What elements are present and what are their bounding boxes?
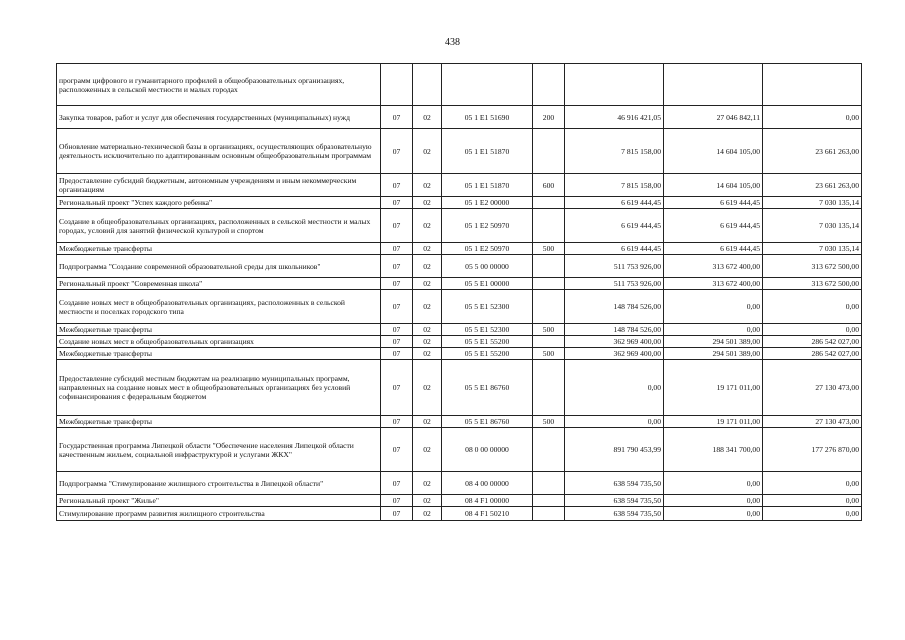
cell-amount-3: 313 672 500,00 [763, 278, 862, 290]
cell-razdel: 07 [381, 507, 413, 521]
cell-amount-2 [664, 64, 763, 106]
cell-amount-2: 313 672 400,00 [664, 278, 763, 290]
cell-name: Предоставление субсидий местным бюджетам на реализацию муниципальных программ, направленных на создание новых мест в общеобразовательных организациях без условий софинансирования с федеральным бюджетом [57, 360, 381, 416]
cell-amount-1: 638 594 735,50 [565, 472, 664, 495]
cell-amount-1: 511 753 926,00 [565, 255, 664, 278]
cell-podrazdel: 02 [413, 129, 442, 174]
cell-amount-3: 0,00 [763, 472, 862, 495]
cell-amount-1: 891 790 453,99 [565, 428, 664, 472]
cell-razdel: 07 [381, 243, 413, 255]
cell-amount-3: 313 672 500,00 [763, 255, 862, 278]
table-row [57, 106, 862, 129]
cell-razdel: 07 [381, 197, 413, 209]
cell-expense-type: 600 [533, 174, 565, 197]
page-number: 438 [445, 37, 460, 48]
cell-expense-type [533, 428, 565, 472]
cell-podrazdel: 02 [413, 243, 442, 255]
cell-target-article: 05 1 E1 51690 [442, 106, 533, 129]
cell-podrazdel: 02 [413, 255, 442, 278]
cell-name: Подпрограмма "Создание современной образовательной среды для школьников" [57, 255, 381, 278]
cell-amount-3: 27 130 473,00 [763, 416, 862, 428]
cell-podrazdel: 02 [413, 348, 442, 360]
cell-amount-2: 188 341 700,00 [664, 428, 763, 472]
cell-amount-2: 0,00 [664, 495, 763, 507]
cell-amount-2: 14 604 105,00 [664, 129, 763, 174]
cell-target-article: 05 5 00 00000 [442, 255, 533, 278]
cell-podrazdel: 02 [413, 472, 442, 495]
cell-name: Создание новых мест в общеобразовательных организациях, расположенных в сельской местности и поселках городского типа [57, 290, 381, 324]
cell-amount-1: 46 916 421,05 [565, 106, 664, 129]
cell-name: Создание новых мест в общеобразовательных организациях [57, 336, 381, 348]
cell-amount-3: 7 030 135,14 [763, 243, 862, 255]
cell-amount-3: 0,00 [763, 507, 862, 521]
cell-amount-2: 294 501 389,00 [664, 336, 763, 348]
cell-amount-2: 14 604 105,00 [664, 174, 763, 197]
table-row [57, 348, 862, 360]
cell-podrazdel: 02 [413, 507, 442, 521]
cell-expense-type: 200 [533, 106, 565, 129]
cell-amount-1: 511 753 926,00 [565, 278, 664, 290]
cell-razdel: 07 [381, 336, 413, 348]
cell-amount-2: 6 619 444,45 [664, 209, 763, 243]
cell-amount-3: 0,00 [763, 495, 862, 507]
cell-name: Межбюджетные трансферты [57, 348, 381, 360]
cell-amount-1: 638 594 735,50 [565, 507, 664, 521]
cell-expense-type: 500 [533, 243, 565, 255]
cell-name: Стимулирование программ развития жилищного строительства [57, 507, 381, 521]
table-row [57, 255, 862, 278]
cell-podrazdel: 02 [413, 278, 442, 290]
cell-amount-3: 7 030 135,14 [763, 197, 862, 209]
cell-razdel: 07 [381, 495, 413, 507]
table-row [57, 174, 862, 197]
cell-amount-1: 6 619 444,45 [565, 197, 664, 209]
budget-table [56, 63, 862, 521]
cell-expense-type [533, 278, 565, 290]
cell-expense-type: 500 [533, 416, 565, 428]
cell-name: Подпрограмма "Стимулирование жилищного строительства в Липецкой области" [57, 472, 381, 495]
cell-podrazdel [413, 64, 442, 106]
cell-razdel: 07 [381, 174, 413, 197]
cell-target-article: 05 1 E2 50970 [442, 209, 533, 243]
cell-amount-3: 286 542 027,00 [763, 336, 862, 348]
cell-target-article: 05 5 E1 55200 [442, 348, 533, 360]
cell-name: Межбюджетные трансферты [57, 243, 381, 255]
cell-razdel: 07 [381, 416, 413, 428]
cell-name: Государственная программа Липецкой области "Обеспечение населения Липецкой области качественным жильем, социальной инфраструктурой и услугами ЖКХ" [57, 428, 381, 472]
table-row [57, 495, 862, 507]
table-row [57, 507, 862, 521]
cell-expense-type [533, 507, 565, 521]
cell-amount-1: 0,00 [565, 360, 664, 416]
table-row [57, 129, 862, 174]
cell-amount-1: 362 969 400,00 [565, 336, 664, 348]
cell-amount-2: 313 672 400,00 [664, 255, 763, 278]
cell-razdel [381, 64, 413, 106]
cell-expense-type [533, 255, 565, 278]
cell-amount-1 [565, 64, 664, 106]
cell-amount-1: 7 815 158,00 [565, 129, 664, 174]
cell-podrazdel: 02 [413, 360, 442, 416]
cell-razdel: 07 [381, 360, 413, 416]
cell-target-article: 05 1 E1 51870 [442, 174, 533, 197]
cell-razdel: 07 [381, 348, 413, 360]
cell-name: Региональный проект "Жилье" [57, 495, 381, 507]
cell-name: Закупка товаров, работ и услуг для обеспечения государственных (муниципальных) нужд [57, 106, 381, 129]
cell-amount-2: 0,00 [664, 290, 763, 324]
cell-target-article: 05 5 E1 52300 [442, 324, 533, 336]
cell-razdel: 07 [381, 278, 413, 290]
cell-amount-3: 0,00 [763, 290, 862, 324]
cell-podrazdel: 02 [413, 495, 442, 507]
cell-expense-type [533, 209, 565, 243]
cell-target-article: 05 5 E1 00000 [442, 278, 533, 290]
cell-amount-2: 294 501 389,00 [664, 348, 763, 360]
table-row [57, 209, 862, 243]
cell-podrazdel: 02 [413, 324, 442, 336]
cell-podrazdel: 02 [413, 428, 442, 472]
cell-razdel: 07 [381, 255, 413, 278]
table-row [57, 472, 862, 495]
cell-expense-type: 500 [533, 324, 565, 336]
cell-amount-1: 148 784 526,00 [565, 290, 664, 324]
table-row [57, 243, 862, 255]
cell-razdel: 07 [381, 129, 413, 174]
cell-expense-type [533, 336, 565, 348]
cell-amount-1: 0,00 [565, 416, 664, 428]
cell-amount-3: 0,00 [763, 324, 862, 336]
cell-target-article: 05 5 E1 86760 [442, 360, 533, 416]
cell-amount-2: 19 171 011,00 [664, 360, 763, 416]
cell-name: Межбюджетные трансферты [57, 416, 381, 428]
table-row [57, 324, 862, 336]
cell-amount-1: 6 619 444,45 [565, 209, 664, 243]
cell-amount-3 [763, 64, 862, 106]
cell-razdel: 07 [381, 472, 413, 495]
cell-expense-type [533, 197, 565, 209]
cell-razdel: 07 [381, 106, 413, 129]
cell-target-article [442, 64, 533, 106]
cell-name: Предоставление субсидий бюджетным, автономным учреждениям и иным некоммерческим организациям [57, 174, 381, 197]
cell-amount-1: 638 594 735,50 [565, 495, 664, 507]
cell-target-article: 05 1 E2 50970 [442, 243, 533, 255]
cell-target-article: 08 4 F1 50210 [442, 507, 533, 521]
budget-table-body [57, 64, 862, 521]
cell-amount-1: 6 619 444,45 [565, 243, 664, 255]
cell-target-article: 05 1 E1 51870 [442, 129, 533, 174]
cell-razdel: 07 [381, 324, 413, 336]
cell-amount-3: 0,00 [763, 106, 862, 129]
cell-amount-3: 177 276 870,00 [763, 428, 862, 472]
cell-podrazdel: 02 [413, 174, 442, 197]
table-row [57, 360, 862, 416]
cell-podrazdel: 02 [413, 336, 442, 348]
cell-amount-2: 0,00 [664, 324, 763, 336]
cell-amount-2: 27 046 842,11 [664, 106, 763, 129]
cell-amount-2: 0,00 [664, 472, 763, 495]
cell-name: Обновление материально-технической базы в организациях, осуществляющих образовательную деятельность исключительно по адаптированным основным общеобразовательным программам [57, 129, 381, 174]
cell-target-article: 08 4 F1 00000 [442, 495, 533, 507]
cell-name: Региональный проект "Успех каждого ребенка" [57, 197, 381, 209]
cell-target-article: 08 4 00 00000 [442, 472, 533, 495]
table-row [57, 64, 862, 106]
table-row [57, 290, 862, 324]
cell-podrazdel: 02 [413, 209, 442, 243]
cell-amount-3: 23 661 263,00 [763, 174, 862, 197]
cell-podrazdel: 02 [413, 197, 442, 209]
cell-amount-1: 362 969 400,00 [565, 348, 664, 360]
cell-target-article: 05 1 E2 00000 [442, 197, 533, 209]
cell-target-article: 08 0 00 00000 [442, 428, 533, 472]
table-row [57, 197, 862, 209]
cell-razdel: 07 [381, 428, 413, 472]
table-row [57, 278, 862, 290]
cell-expense-type [533, 129, 565, 174]
cell-amount-2: 0,00 [664, 507, 763, 521]
cell-amount-3: 286 542 027,00 [763, 348, 862, 360]
cell-amount-1: 7 815 158,00 [565, 174, 664, 197]
cell-target-article: 05 5 E1 55200 [442, 336, 533, 348]
cell-amount-1: 148 784 526,00 [565, 324, 664, 336]
cell-expense-type [533, 360, 565, 416]
cell-podrazdel: 02 [413, 416, 442, 428]
table-row [57, 336, 862, 348]
cell-amount-2: 6 619 444,45 [664, 197, 763, 209]
cell-name: Региональный проект "Современная школа" [57, 278, 381, 290]
table-row [57, 428, 862, 472]
cell-podrazdel: 02 [413, 290, 442, 324]
cell-target-article: 05 5 E1 52300 [442, 290, 533, 324]
cell-amount-3: 7 030 135,14 [763, 209, 862, 243]
cell-razdel: 07 [381, 290, 413, 324]
cell-amount-2: 6 619 444,45 [664, 243, 763, 255]
cell-expense-type [533, 64, 565, 106]
cell-razdel: 07 [381, 209, 413, 243]
cell-expense-type [533, 495, 565, 507]
cell-name: Создание в общеобразовательных организациях, расположенных в сельской местности и малых городах, условий для занятий физической культурой и спортом [57, 209, 381, 243]
cell-podrazdel: 02 [413, 106, 442, 129]
cell-target-article: 05 5 E1 86760 [442, 416, 533, 428]
cell-amount-3: 27 130 473,00 [763, 360, 862, 416]
cell-expense-type: 500 [533, 348, 565, 360]
cell-expense-type [533, 472, 565, 495]
cell-amount-3: 23 661 263,00 [763, 129, 862, 174]
cell-expense-type [533, 290, 565, 324]
cell-amount-2: 19 171 011,00 [664, 416, 763, 428]
cell-name: программ цифрового и гуманитарного профилей в общеобразовательных организациях, расположенных в сельской местности и малых городах [57, 64, 381, 106]
cell-name: Межбюджетные трансферты [57, 324, 381, 336]
table-row [57, 416, 862, 428]
